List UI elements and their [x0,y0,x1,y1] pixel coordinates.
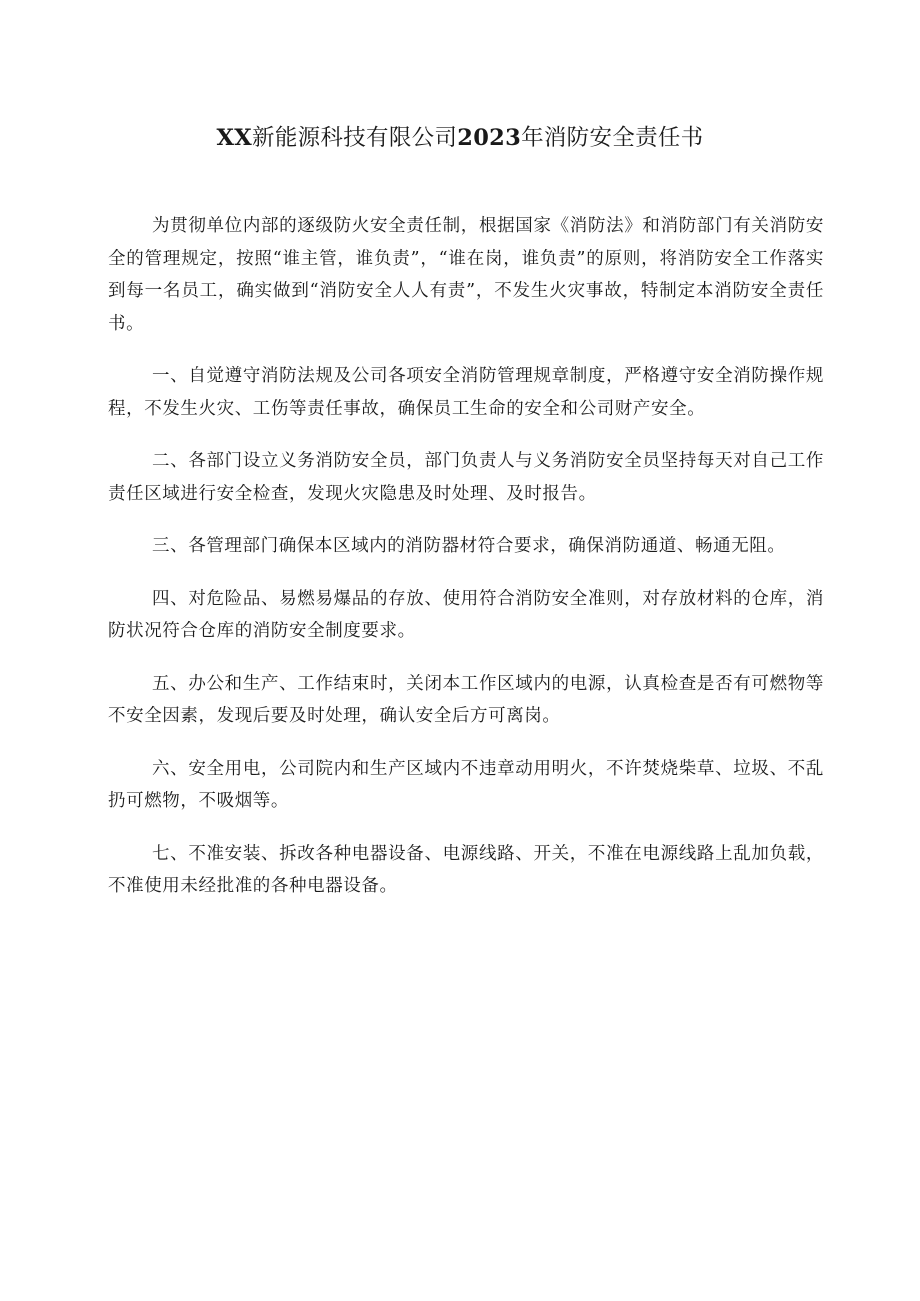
document-title [0,120,920,156]
paragraph-clause-1: 一、自觉遵守消防法规及公司各项安全消防管理规章制度，严格遵守安全消防操作规程，不发生火灾、工伤等责任事故，确保员工生命的安全和公司财产安全。 [108,366,824,419]
paragraph-clause-3: 三、各管理部门确保本区域内的消防器材符合要求，确保消防通道、畅通无阻。 [152,536,786,556]
paragraph-clause-4: 四、对危险品、易燃易爆品的存放、使用符合消防安全准则，对存放材料的仓库，消防状况符合仓库的消防安全制度要求。 [108,588,824,641]
title-company: 新能源科技有限公司 [252,125,458,151]
paragraph-clause-2: 二、各部门设立义务消防安全员，部门负责人与义务消防安全员坚持每天对自己工作责任区域进行安全检查，发现火灾隐患及时处理、及时报告。 [108,451,824,504]
title-year: 2023 [457,125,522,151]
title-suffix: 年消防安全责任书 [521,125,704,151]
document-body [108,210,824,923]
paragraph-clause-7: 七、不准安装、拆改各种电器设备、电源线路、开关，不准在电源线路上乱加负载，不准使用未经批准的各种电器设备。 [108,843,824,896]
paragraph-clause-5: 五、办公和生产、工作结束时，关闭本工作区域内的电源，认真检查是否有可燃物等不安全因素，发现后要及时处理，确认安全后方可离岗。 [108,673,824,726]
title-prefix: XX [216,125,253,151]
paragraph-clause-6: 六、安全用电，公司院内和生产区域内不违章动用明火，不许焚烧柴草、垃圾、不乱扔可燃物，不吸烟等。 [108,758,824,811]
paragraph-intro: 为贯彻单位内部的逐级防火安全责任制，根据国家《消防法》和消防部门有关消防安全的管理规定，按照“谁主管，谁负责”，“谁在岗，谁负责”的原则，将消防安全工作落实到每一名员工，确实做到“消防安全人人有责”，不发生火灾事故，特制定本消防安全责任书。 [108,216,824,334]
